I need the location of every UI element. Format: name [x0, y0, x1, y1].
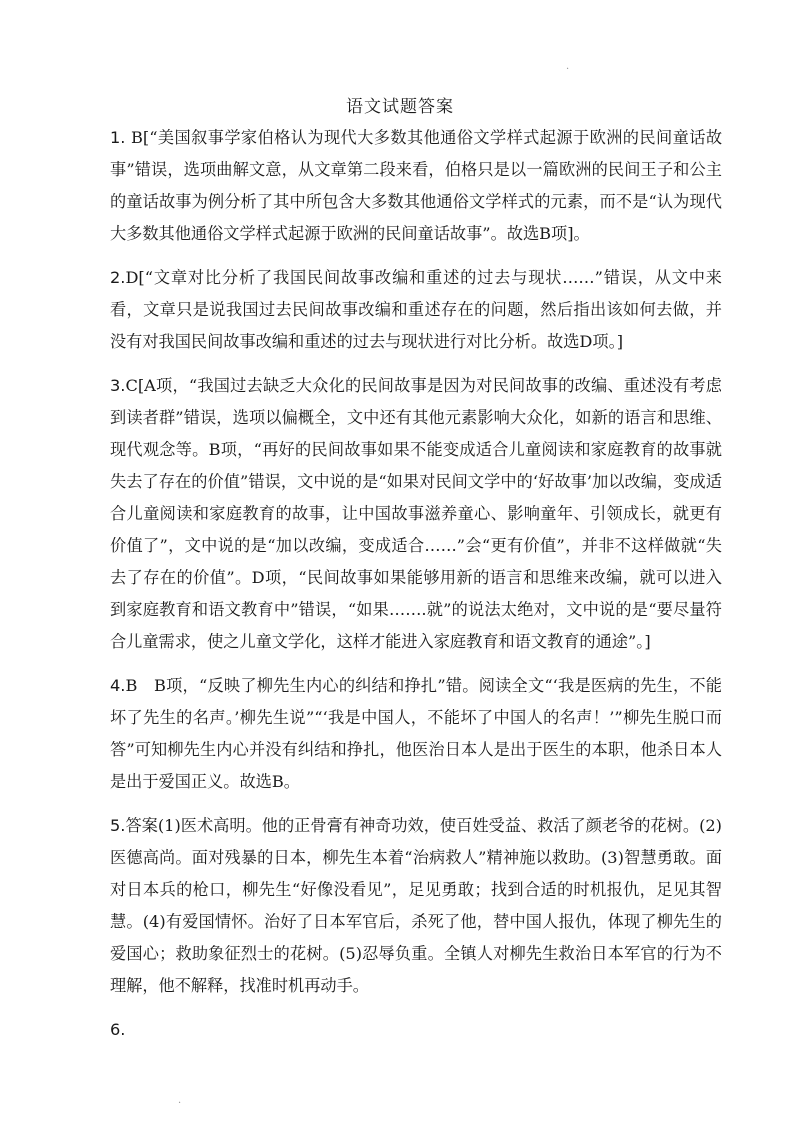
answer-number: 5. [110, 816, 126, 835]
page-title: 语文试题答案 [346, 97, 454, 117]
answer-number: 1. [110, 128, 132, 147]
top-mark: · [566, 64, 570, 75]
answer-number: 6. [110, 1020, 126, 1039]
answer-item-1 [110, 122, 722, 250]
answer-number: 2. [110, 268, 126, 287]
answer-item-6 [110, 1014, 722, 1046]
answer-text: C[A项，“我国过去缺乏大众化的民间故事是因为对民间故事的改编、重述没有考虑到读者群”错误，选项以偏概全，文中还有其他元素影响大众化，如新的语言和思维、现代观念等。B项，“再好的民间故事如果不能变成适合儿童阅读和家庭教育的故事就失去了存在的价值”错误，文中说的是“如果对民间文学中的‘好故事’加以改编，变成适合儿童阅读和家庭教育的故事，让中国故事滋养童心、影响童年、引领成长，就更有价值了”，文中说的是“加以改编，变成适合……”会“更有价值”，并非不这样做就“失去了存在的价值”。D项，“民间故事如果能够用新的语言和思维来改编，就可以进入到家庭教育和语文教育中”错误，“如果…….就”的说法太绝对，文中说的是“要尽量符合儿童需求，使之儿童文学化，这样才能进入家庭教育和语文教育的通途”。] [110, 376, 722, 651]
answer-number: 4. [110, 676, 126, 695]
answer-item-4 [110, 670, 722, 798]
bottom-mark: · [178, 1098, 182, 1109]
answer-item-2 [110, 262, 722, 358]
answer-item-3 [110, 370, 722, 658]
answer-text: B B项，“反映了柳先生内心的纠结和挣扎”错。阅读全文“‘我是医病的先生，不能坏了先生的名声。’柳先生说”“‘我是中国人，不能坏了中国人的名声！’”柳先生脱口而答”可知柳先生内心并没有纠结和挣扎，他医治日本人是出于医生的本职，他杀日本人是出于爱国正义。故选B。 [110, 676, 722, 791]
answer-text: 答案(1)医术高明。他的正骨膏有神奇功效，使百姓受益、救活了颜老爷的花树。(2)医德高尚。面对残暴的日本，柳先生本着“治病救人”精神施以救助。(3)智慧勇敢。面对日本兵的枪口，柳先生“好像没看见”，足见勇敢；找到合适的时机报仇，足见其智慧。(4)有爱国情怀。治好了日本军官后，杀死了他，替中国人报仇，体现了柳先生的爱国心；救助象征烈士的花树。(5)忍辱负重。全镇人对柳先生救治日本军官的行为不理解，他不解释，找准时机再动手。 [110, 816, 722, 995]
answer-text: B[“美国叙事学家伯格认为现代大多数其他通俗文学样式起源于欧洲的民间童话故事”错误，选项曲解文意，从文章第二段来看，伯格只是以一篇欧洲的民间王子和公主的童话故事为例分析了其中所包含大多数其他通俗文学样式的元素，而不是“认为现代大多数其他通俗文学样式起源于欧洲的民间童话故事”。故选B项]。 [110, 128, 723, 243]
answer-item-5 [110, 810, 722, 1002]
answer-list [110, 122, 722, 1058]
answer-text: D[“文章对比分析了我国民间故事改编和重述的过去与现状……”错误，从文中来看，文章只是说我国过去民间故事改编和重述存在的问题，然后指出该如何去做，并没有对我国民间故事改编和重述的过去与现状进行对比分析。故选D项。] [110, 268, 722, 351]
answer-number: 3. [110, 376, 126, 395]
